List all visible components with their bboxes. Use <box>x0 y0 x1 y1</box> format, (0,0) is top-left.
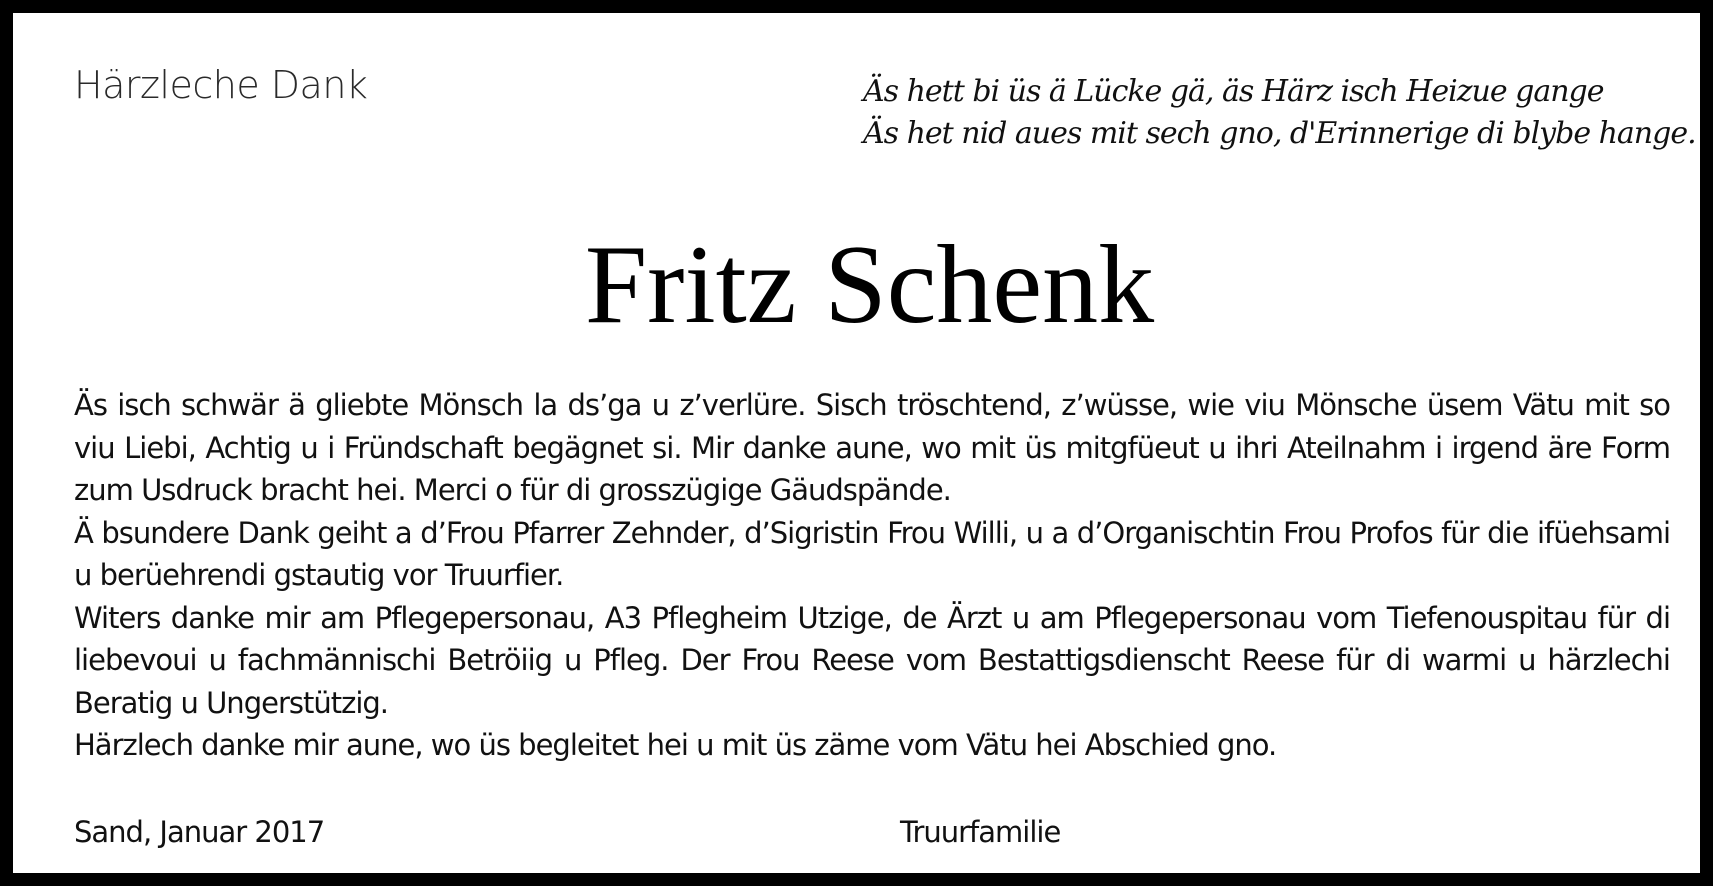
place-date: Sand, Januar 2017 <box>74 815 325 849</box>
body-paragraph: Witers danke mir am Pflegepersonau, A3 Pflegheim Utzige, de Ärzt u am Pflegepersonau vom Tiefenouspitau für di liebevoui u fachmännischi Betröiig u Pfleg. Der Frou Reese vom Bestattigsdienscht Reese für di warmi u härzlechi Beratig u Ungerstützig. <box>74 600 1670 720</box>
verse-block <box>863 71 1696 155</box>
body-paragraph: Härzlech danke mir aune, wo üs begleitet hei u mit üs zäme vom Vätu hei Abschied gno. <box>74 728 1277 762</box>
body-paragraph: Ä bsundere Dank geiht a d’Frou Pfarrer Zehnder, d’Sigristin Frou Willi, u a d’Organischtin Frou Profos für die ifüehsami u berüehrendi gstautig vor Truurfier. <box>74 515 1670 592</box>
notice-body <box>74 384 1670 767</box>
deceased-name: Fritz Schenk <box>584 223 1155 347</box>
verse-line: Äs hett bi üs ä Lücke gä, äs Härz isch Heizue gange <box>863 74 1604 109</box>
signature: Truurfamilie <box>900 815 1061 849</box>
verse-line: Äs het nid aues mit sech gno, d'Erinnerige di blybe hange. <box>863 116 1696 151</box>
notice-heading: Härzleche Dank <box>74 63 368 107</box>
body-paragraph: Äs isch schwär ä gliebte Mönsch la ds’ga u z’verlüre. Sisch tröschtend, z’wüsse, wie viu Mönsche üsem Vätu mit so viu Liebi, Achtig u i Fründschaft begägnet si. Mir danke aune, wo mit üs mitgfüeut u ihri Ateilnahm i irgend äre Form zum Usdruck bracht hei. Merci o für di grosszügige Gäudspände. <box>74 388 1670 507</box>
